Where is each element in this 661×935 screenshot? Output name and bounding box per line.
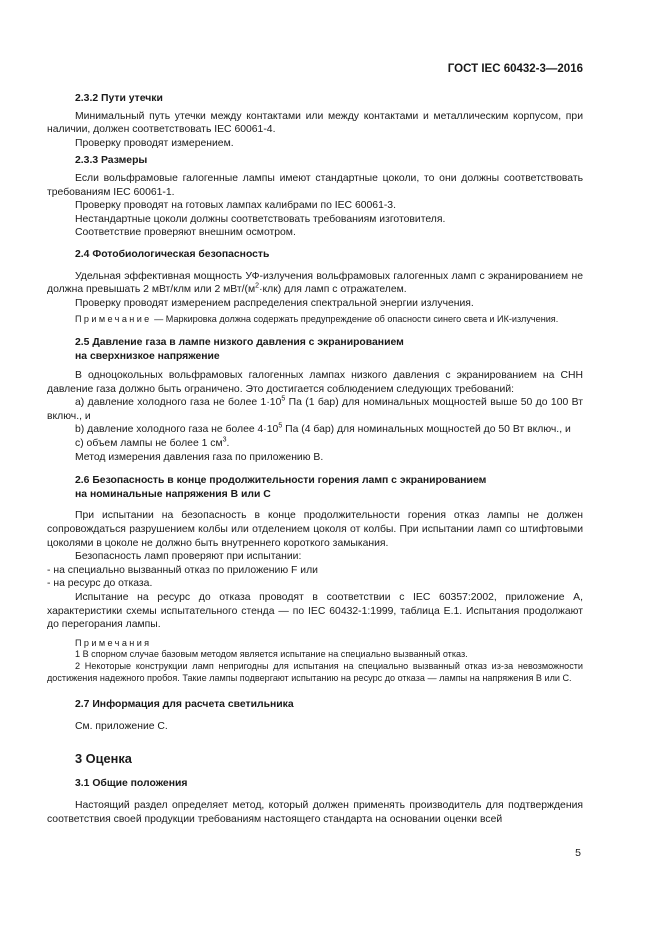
section-2-3-2-paragraph: Минимальный путь утечки между контактами или между контактами и металлическим корпусом, при наличии, должен соответствовать IEC 60061-4. bbox=[47, 110, 583, 136]
section-2-3-3-title: 2.3.3 Размеры bbox=[75, 155, 148, 167]
section-2-6-title-cont: на номинальные напряжения В или С bbox=[75, 488, 271, 500]
section-2-3-3-nonstandard: Нестандартные цоколи должны соответствовать требованиям изготовителя. bbox=[75, 213, 446, 225]
section-2-6-note-1: 1 В спорном случае базовым методом является испытание на специально вызванный отказ. bbox=[75, 649, 468, 660]
document-body bbox=[47, 92, 583, 826]
section-2-5-method: Метод измерения давления газа по приложению В. bbox=[75, 451, 324, 463]
section-2-6-check: Безопасность ламп проверяют при испытании: bbox=[75, 551, 302, 563]
section-2-6-paragraph: При испытании на безопасность в конце продолжительности горения отказ лампы не должен сопровождаться разрушением колбы или отделением цоколя от колбы. При испытании ламп со штифтовыми цоколями в цоколе не должно быть внутреннего короткого замыкания. bbox=[47, 510, 583, 549]
section-2-5-item-a: а) давление холодного газа не более $1\cdot 10^5$ Па (1 бар) для номинальных мощностей выше 50 до 100 Вт включ., и bbox=[47, 395, 583, 422]
standard-header: ГОСТ IEC 60432-3—2016 bbox=[447, 63, 583, 75]
section-2-3-3-compliance: Соответствие проверяют внешним осмотром. bbox=[75, 227, 296, 239]
section-3-title: 3 Оценка bbox=[75, 751, 132, 767]
section-2-3-3-paragraph: Если вольфрамовые галогенные лампы имеют стандартные цоколи, то они должны соответствовать требованиям IEC 60061-1. bbox=[47, 172, 583, 198]
page-number: 5 bbox=[575, 847, 581, 859]
section-2-4-check: Проверку проводят измерением распределения спектральной энергии излучения. bbox=[75, 297, 474, 309]
section-2-7-paragraph: См. приложение С. bbox=[75, 720, 168, 732]
section-2-4-note: Примечание — Маркировка должна содержать предупреждение об опасности синего света и ИК-излучения. bbox=[75, 314, 559, 325]
section-2-3-3-check: Проверку проводят на готовых лампах калибрами по IEC 60061-3. bbox=[75, 200, 396, 212]
section-2-6-notes-label: Примечания bbox=[75, 637, 152, 648]
section-2-5-item-b: b) давление холодного газа не более $4\cdot 10^5$ Па (4 бар) для номинальных мощностей до 50 Вт включ., и bbox=[75, 423, 571, 436]
section-2-3-2-title: 2.3.2 Пути утечки bbox=[75, 93, 163, 104]
section-2-7-title: 2.7 Информация для расчета светильника bbox=[75, 699, 294, 711]
section-2-6-list-item-1: - на специально вызванный отказ по приложению F или bbox=[47, 564, 318, 576]
section-2-5-paragraph: В одноцокольных вольфрамовых галогенных лампах низкого давления с экранированием на СНН давление газа должно быть ограничено. Это достигается соблюдением следующих требований: bbox=[47, 370, 583, 395]
section-2-4-paragraph: Удельная эффективная мощность УФ-излучения вольфрамовых галогенных ламп с экранированием не должна превышать 2 мВт/клм или 2 мВт/$(м^2\cdot клк)$ для ламп с отражателем. bbox=[47, 270, 583, 296]
section-2-6-test-description: Испытание на ресурс до отказа проводят в соответствии с IEC 60357:2002, приложение А, характеристики схемы испытательного стенда — по IEC 60432-1:1999, таблица Е.1. Испытания продолжают до перегорания лампы. bbox=[47, 592, 583, 631]
section-2-5-item-c: с) объем лампы не более 1 $см^3$. bbox=[75, 436, 230, 450]
section-2-6-note-2: 2 Некоторые конструкции ламп непригодны для испытания на специально вызванный отказ из-за невозможности достижения надежного пробоя. Такие лампы подвергают испытанию на ресурс до отказа — лампы на напряжения В или С. bbox=[47, 660, 583, 683]
section-2-3-2-check: Проверку проводят измерением. bbox=[75, 137, 234, 149]
section-2-5-title: 2.5 Давление газа в лампе низкого давления с экранированием bbox=[75, 336, 404, 348]
section-2-6-list-item-2: - на ресурс до отказа. bbox=[47, 578, 153, 590]
section-2-6-title: 2.6 Безопасность в конце продолжительности горения ламп с экранированием bbox=[75, 475, 487, 487]
section-2-5-title-cont: на сверхнизкое напряжение bbox=[75, 350, 220, 362]
section-3-1-paragraph: Настоящий раздел определяет метод, который должен применять производитель для подтверждения соответствия своей продукции требованиям настоящего стандарта на основании оценки всей bbox=[47, 799, 583, 825]
section-2-4-title: 2.4 Фотобиологическая безопасность bbox=[75, 248, 270, 260]
section-3-1-title: 3.1 Общие положения bbox=[75, 778, 188, 790]
